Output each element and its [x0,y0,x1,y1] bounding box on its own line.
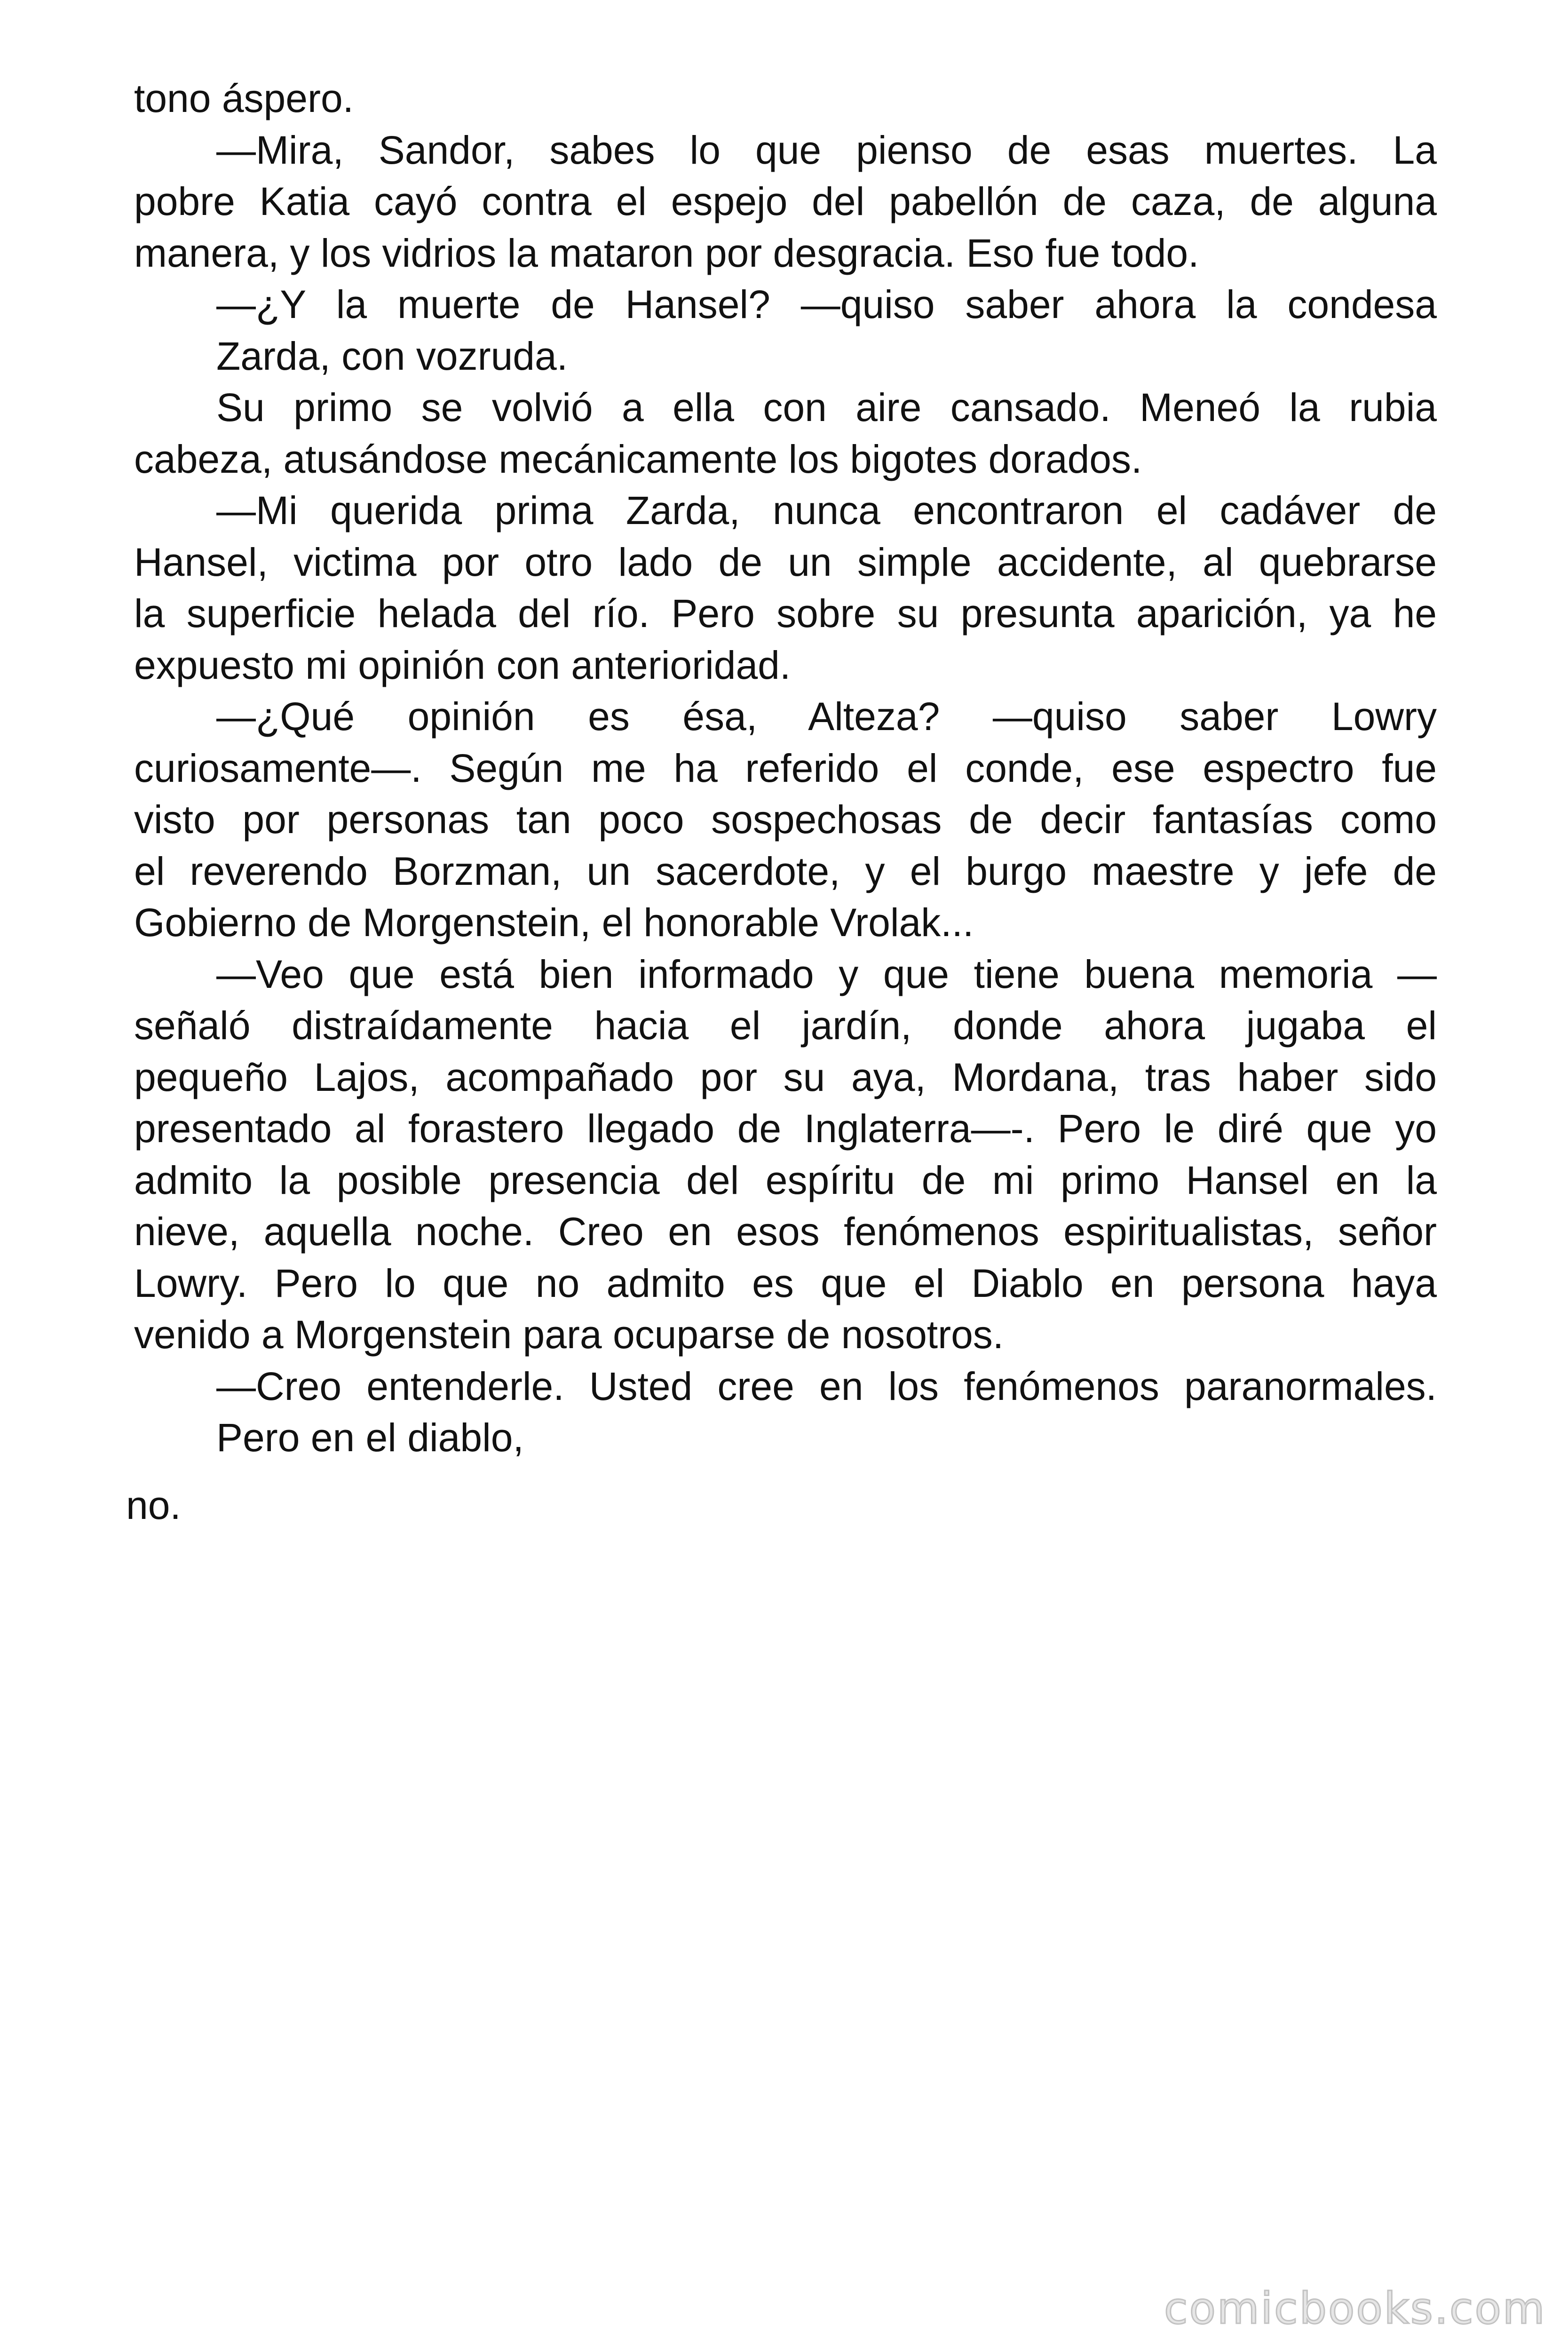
text-line: Hansel, victima por otro lado de un simple accidente, al quebrarse [134,540,1437,584]
text-line: presentado al forastero llegado de Inglaterra—-. Pero le diré que yo [134,1106,1437,1151]
watermark-logo: comicbooks.com [1164,2283,1546,2334]
text-line: —Mi querida prima Zarda, nunca encontraron el cadáver de [216,488,1437,532]
text-line: pequeño Lajos, acompañado por su aya, Mordana, tras haber sido [134,1055,1437,1099]
text-line: nieve, aquella noche. Creo en esos fenómenos espiritualistas, señor [134,1209,1437,1254]
text-line: Gobierno de Morgenstein, el honorable Vrolak... [134,900,974,945]
text-line: visto por personas tan poco sospechosas de decir fantasías como [134,797,1437,842]
text-line: admito la posible presencia del espíritu de mi primo Hansel en la [134,1158,1437,1202]
text-line: curiosamente—. Según me ha referido el conde, ese espectro fue [134,746,1437,790]
text-line: —¿Y la muerte de Hansel? —quiso saber ahora la condesa [216,282,1437,326]
text-line: cabeza, atusándose mecánicamente los bigotes dorados. [134,437,1142,481]
text-line: expuesto mi opinión con anterioridad. [134,643,791,687]
text-line: la superficie helada del río. Pero sobre su presunta aparición, ya he [134,591,1437,636]
text-line: el reverendo Borzman, un sacerdote, y el burgo maestre y jefe de [134,849,1437,893]
text-line: Zarda, con vozruda. [216,334,568,378]
text-line: señaló distraídamente hacia el jardín, donde ahora jugaba el [134,1003,1437,1048]
text-line: no. [126,1483,181,1527]
text-line: tono áspero. [134,76,354,120]
text-line: Su primo se volvió a ella con aire cansado. Meneó la rubia [216,385,1437,429]
text-line: —¿Qué opinión es ésa, Alteza? —quiso saber Lowry [216,694,1437,739]
text-line: —Veo que está bien informado y que tiene buena memoria — [216,952,1437,996]
text-line: Lowry. Pero lo que no admito es que el Diablo en persona haya [134,1261,1437,1305]
text-line: pobre Katia cayó contra el espejo del pabellón de caza, de alguna [134,179,1437,223]
text-line: manera, y los vidrios la mataron por desgracia. Eso fue todo. [134,230,1199,275]
body-text [134,73,1437,1464]
text-line: Pero en el diablo, [216,1415,524,1460]
text-line: —Mira, Sandor, sabes lo que pienso de esas muertes. La [216,127,1437,172]
text-line: venido a Morgenstein para ocuparse de nosotros. [134,1312,1004,1357]
text-line: —Creo entenderle. Usted cree en los fenómenos paranormales. [216,1364,1437,1408]
